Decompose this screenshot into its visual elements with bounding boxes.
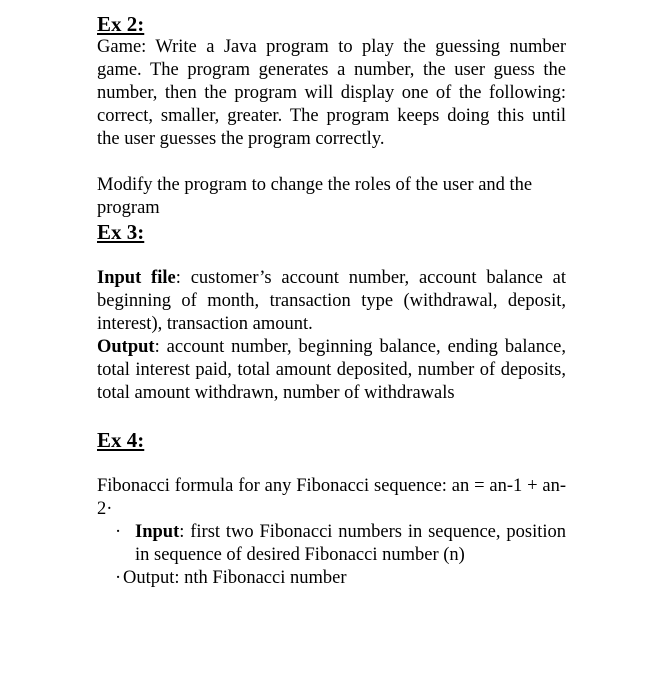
document-page <box>97 12 566 590</box>
ex2-section <box>97 12 566 220</box>
ex3-input-label: Input file <box>97 268 176 288</box>
bullet-icon: · <box>115 522 122 542</box>
ex3-input-paragraph <box>97 267 566 336</box>
ex4-input-text: : first two Fibonacci numbers in sequence, position in sequence of desired Fibonacci number (n) <box>135 522 566 565</box>
ex4-formula-paragraph: Fibonacci formula for any Fibonacci sequence: an = an-1 + an-2· <box>97 476 566 519</box>
ex2-modify-paragraph: Modify the program to change the roles of the user and the program <box>97 175 533 218</box>
ex3-heading: Ex 3: <box>97 220 145 244</box>
ex4-input-label: Input <box>135 522 180 542</box>
ex4-section <box>97 428 566 590</box>
ex4-output-bullet <box>115 567 566 590</box>
ex3-section <box>97 220 566 405</box>
bullet-icon: · <box>115 568 122 588</box>
ex2-heading: Ex 2: <box>97 12 145 36</box>
ex3-output-text: : account number, beginning balance, ending balance, total interest paid, total amount deposited, number of deposits, total amount withdrawn, number of withdrawals <box>97 337 566 403</box>
ex4-input-bullet <box>115 521 566 567</box>
ex3-input-text: : customer’s account number, account balance at beginning of month, transaction type (withdrawal, deposit, interest), transaction amount. <box>97 268 566 334</box>
ex3-output-label: Output <box>97 337 155 357</box>
ex4-heading: Ex 4: <box>97 428 145 452</box>
ex3-output-paragraph <box>97 336 566 405</box>
ex2-game-paragraph: Game: Write a Java program to play the guessing number game. The program generates a number, the user guess the number, then the program will display one of the following: correct, smaller, greater. The program keeps doing this until the user guesses the program correctly. <box>97 37 566 149</box>
ex4-bullet-list <box>97 521 566 590</box>
ex4-output-text: Output: nth Fibonacci number <box>123 568 347 588</box>
